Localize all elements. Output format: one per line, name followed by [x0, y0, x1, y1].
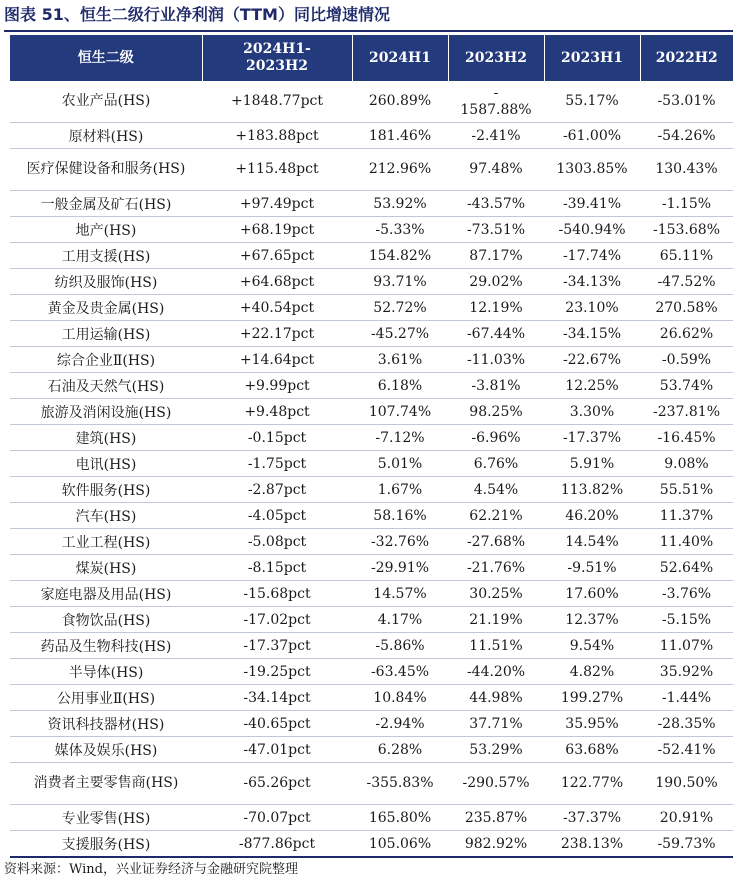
value-2024h1-cell: 5.01%: [352, 451, 448, 477]
industry-cell: 旅游及消闲设施(HS): [10, 399, 202, 425]
value-2024h1-cell: 1.67%: [352, 477, 448, 503]
value-2022h2-cell: -54.26%: [640, 123, 733, 149]
value-2022h2-cell: 52.64%: [640, 555, 733, 581]
table-row: [10, 581, 733, 607]
industry-cell: 原材料(HS): [10, 123, 202, 149]
value-2022h2-cell: -28.35%: [640, 711, 733, 737]
value-2022h2-cell: -16.45%: [640, 425, 733, 451]
table-row: [10, 633, 733, 659]
value-2022h2-cell: 65.11%: [640, 243, 733, 269]
value-2023h2-cell: 21.19%: [448, 607, 544, 633]
table-row: [10, 711, 733, 737]
value-2024h1-cell: 6.28%: [352, 737, 448, 763]
industry-cell: 软件服务(HS): [10, 477, 202, 503]
value-2022h2-cell: 130.43%: [640, 149, 733, 191]
value-2023h1-cell: 12.25%: [544, 373, 640, 399]
value-2023h2-cell: -73.51%: [448, 217, 544, 243]
change-cell: -17.02pct: [202, 607, 352, 633]
change-cell: -4.05pct: [202, 503, 352, 529]
value-2023h2-cell: 98.25%: [448, 399, 544, 425]
change-cell: -877.86pct: [202, 831, 352, 858]
value-2023h1-cell: 5.91%: [544, 451, 640, 477]
industry-cell: 煤炭(HS): [10, 555, 202, 581]
value-2024h1-cell: -7.12%: [352, 425, 448, 451]
table-row: [10, 503, 733, 529]
value-2023h2-cell: 12.19%: [448, 295, 544, 321]
table-row: [10, 321, 733, 347]
value-2023h1-cell: 1303.85%: [544, 149, 640, 191]
industry-cell: 综合企业Ⅱ(HS): [10, 347, 202, 373]
industry-cell: 电讯(HS): [10, 451, 202, 477]
value-2023h1-cell: 55.17%: [544, 81, 640, 123]
industry-cell: 支援服务(HS): [10, 831, 202, 858]
change-cell: -1.75pct: [202, 451, 352, 477]
value-2024h1-cell: -29.91%: [352, 555, 448, 581]
value-2024h1-cell: 181.46%: [352, 123, 448, 149]
industry-cell: 消费者主要零售商(HS): [10, 763, 202, 805]
table-row: [10, 243, 733, 269]
value-2024h1-cell: 154.82%: [352, 243, 448, 269]
table-row: [10, 269, 733, 295]
value-2022h2-cell: 9.08%: [640, 451, 733, 477]
value-2023h1-cell: 23.10%: [544, 295, 640, 321]
value-2022h2-cell: -5.15%: [640, 607, 733, 633]
value-2024h1-cell: -45.27%: [352, 321, 448, 347]
value-2023h1-cell: 46.20%: [544, 503, 640, 529]
figure-title: 图表 51、恒生二级行业净利润（TTM）同比增速情况: [4, 5, 390, 24]
value-2023h1-cell: 9.54%: [544, 633, 640, 659]
table-row: [10, 425, 733, 451]
table-row: [10, 607, 733, 633]
industry-cell: 农业产品(HS): [10, 81, 202, 123]
industry-cell: 公用事业Ⅱ(HS): [10, 685, 202, 711]
change-cell: -34.14pct: [202, 685, 352, 711]
value-2022h2-cell: 11.07%: [640, 633, 733, 659]
industry-cell: 建筑(HS): [10, 425, 202, 451]
value-2023h2-cell: 6.76%: [448, 451, 544, 477]
change-cell: +115.48pct: [202, 149, 352, 191]
industry-cell: 石油及天然气(HS): [10, 373, 202, 399]
change-cell: +68.19pct: [202, 217, 352, 243]
value-2024h1-cell: 3.61%: [352, 347, 448, 373]
table-row: [10, 123, 733, 149]
industry-cell: 纺织及服饰(HS): [10, 269, 202, 295]
value-2024h1-cell: 165.80%: [352, 805, 448, 831]
industry-cell: 专业零售(HS): [10, 805, 202, 831]
table-row: [10, 191, 733, 217]
value-2023h2-cell: -67.44%: [448, 321, 544, 347]
value-2023h1-cell: 122.77%: [544, 763, 640, 805]
value-2023h2-cell: 53.29%: [448, 737, 544, 763]
value-2023h2-cell: 11.51%: [448, 633, 544, 659]
value-2023h1-cell: 238.13%: [544, 831, 640, 858]
value-2023h1-cell: -540.94%: [544, 217, 640, 243]
value-2024h1-cell: 10.84%: [352, 685, 448, 711]
value-2023h1-cell: -22.67%: [544, 347, 640, 373]
change-cell: +183.88pct: [202, 123, 352, 149]
change-cell: -15.68pct: [202, 581, 352, 607]
value-2022h2-cell: 20.91%: [640, 805, 733, 831]
table-row: [10, 81, 733, 123]
table-row: [10, 831, 733, 858]
change-cell: -17.37pct: [202, 633, 352, 659]
table-row: [10, 399, 733, 425]
change-cell: +97.49pct: [202, 191, 352, 217]
value-2023h2-cell: 62.21%: [448, 503, 544, 529]
value-2023h2-cell: 37.71%: [448, 711, 544, 737]
table-row: [10, 555, 733, 581]
title-rule: [4, 30, 733, 32]
industry-cell: 地产(HS): [10, 217, 202, 243]
change-cell: +40.54pct: [202, 295, 352, 321]
table-row: [10, 451, 733, 477]
change-cell: +14.64pct: [202, 347, 352, 373]
table-row: [10, 805, 733, 831]
change-cell: +1848.77pct: [202, 81, 352, 123]
value-2023h2-cell: 982.92%: [448, 831, 544, 858]
value-2024h1-cell: 58.16%: [352, 503, 448, 529]
value-2023h2-cell: -44.20%: [448, 659, 544, 685]
header-2022h2: 2022H2: [640, 35, 733, 81]
value-2024h1-cell: -5.33%: [352, 217, 448, 243]
value-2022h2-cell: -3.76%: [640, 581, 733, 607]
value-2024h1-cell: -32.76%: [352, 529, 448, 555]
header-2023h2: 2023H2: [448, 35, 544, 81]
value-2024h1-cell: -355.83%: [352, 763, 448, 805]
value-2023h2-cell: -290.57%: [448, 763, 544, 805]
header-industry: 恒生二级: [10, 35, 202, 81]
value-2023h1-cell: 199.27%: [544, 685, 640, 711]
value-2023h1-cell: -17.37%: [544, 425, 640, 451]
value-2024h1-cell: 4.17%: [352, 607, 448, 633]
value-2022h2-cell: 55.51%: [640, 477, 733, 503]
value-2022h2-cell: -59.73%: [640, 831, 733, 858]
value-2023h2-cell: -6.96%: [448, 425, 544, 451]
table-row: [10, 217, 733, 243]
header-2024h1: 2024H1: [352, 35, 448, 81]
value-2022h2-cell: -0.59%: [640, 347, 733, 373]
value-2022h2-cell: 190.50%: [640, 763, 733, 805]
value-2023h1-cell: -34.13%: [544, 269, 640, 295]
table-row: [10, 149, 733, 191]
value-2022h2-cell: 53.74%: [640, 373, 733, 399]
value-2024h1-cell: 107.74%: [352, 399, 448, 425]
industry-cell: 一般金属及矿石(HS): [10, 191, 202, 217]
value-2023h2-cell: - 1587.88%: [448, 81, 544, 123]
change-cell: -70.07pct: [202, 805, 352, 831]
value-2023h2-cell: 44.98%: [448, 685, 544, 711]
value-2023h1-cell: 63.68%: [544, 737, 640, 763]
change-cell: -2.87pct: [202, 477, 352, 503]
value-2022h2-cell: 26.62%: [640, 321, 733, 347]
value-2022h2-cell: 11.40%: [640, 529, 733, 555]
change-cell: +67.65pct: [202, 243, 352, 269]
value-2023h2-cell: -27.68%: [448, 529, 544, 555]
value-2024h1-cell: 212.96%: [352, 149, 448, 191]
value-2023h2-cell: -2.41%: [448, 123, 544, 149]
change-cell: -0.15pct: [202, 425, 352, 451]
industry-cell: 黄金及贵金属(HS): [10, 295, 202, 321]
value-2022h2-cell: 35.92%: [640, 659, 733, 685]
table-row: [10, 347, 733, 373]
value-2024h1-cell: 105.06%: [352, 831, 448, 858]
value-2023h1-cell: -34.15%: [544, 321, 640, 347]
table-row: [10, 529, 733, 555]
value-2024h1-cell: 93.71%: [352, 269, 448, 295]
value-2023h2-cell: 87.17%: [448, 243, 544, 269]
value-2023h2-cell: -21.76%: [448, 555, 544, 581]
table-row: [10, 295, 733, 321]
value-2022h2-cell: -47.52%: [640, 269, 733, 295]
value-2022h2-cell: 11.37%: [640, 503, 733, 529]
value-2023h1-cell: 113.82%: [544, 477, 640, 503]
value-2024h1-cell: 14.57%: [352, 581, 448, 607]
industry-cell: 资讯科技器材(HS): [10, 711, 202, 737]
header-row: [10, 35, 733, 81]
table-row: [10, 373, 733, 399]
value-2024h1-cell: -5.86%: [352, 633, 448, 659]
value-2023h1-cell: 17.60%: [544, 581, 640, 607]
change-cell: +22.17pct: [202, 321, 352, 347]
change-cell: -40.65pct: [202, 711, 352, 737]
value-2023h2-cell: -3.81%: [448, 373, 544, 399]
industry-cell: 食物饮品(HS): [10, 607, 202, 633]
value-2022h2-cell: -52.41%: [640, 737, 733, 763]
header-change: 2024H1- 2023H2: [202, 35, 352, 81]
industry-cell: 工用运输(HS): [10, 321, 202, 347]
industry-cell: 家庭电器及用品(HS): [10, 581, 202, 607]
value-2023h1-cell: 12.37%: [544, 607, 640, 633]
industry-cell: 工用支援(HS): [10, 243, 202, 269]
value-2023h1-cell: -37.37%: [544, 805, 640, 831]
value-2024h1-cell: 52.72%: [352, 295, 448, 321]
value-2022h2-cell: -53.01%: [640, 81, 733, 123]
value-2023h1-cell: 3.30%: [544, 399, 640, 425]
value-2022h2-cell: -1.15%: [640, 191, 733, 217]
value-2023h1-cell: 4.82%: [544, 659, 640, 685]
value-2023h1-cell: -17.74%: [544, 243, 640, 269]
value-2023h2-cell: 4.54%: [448, 477, 544, 503]
change-cell: -5.08pct: [202, 529, 352, 555]
value-2023h2-cell: 29.02%: [448, 269, 544, 295]
table-row: [10, 659, 733, 685]
value-2023h1-cell: -61.00%: [544, 123, 640, 149]
value-2024h1-cell: 6.18%: [352, 373, 448, 399]
value-2023h1-cell: 35.95%: [544, 711, 640, 737]
source-note: 资料来源：Wind，兴业证券经济与金融研究院整理: [4, 862, 298, 877]
industry-cell: 药品及生物科技(HS): [10, 633, 202, 659]
industry-cell: 工业工程(HS): [10, 529, 202, 555]
change-cell: -19.25pct: [202, 659, 352, 685]
industry-cell: 医疗保健设备和服务(HS): [10, 149, 202, 191]
value-2023h2-cell: -11.03%: [448, 347, 544, 373]
value-2023h2-cell: -43.57%: [448, 191, 544, 217]
table-row: [10, 685, 733, 711]
value-2022h2-cell: -1.44%: [640, 685, 733, 711]
value-2022h2-cell: -237.81%: [640, 399, 733, 425]
table-row: [10, 763, 733, 805]
value-2024h1-cell: -63.45%: [352, 659, 448, 685]
value-2022h2-cell: 270.58%: [640, 295, 733, 321]
value-2023h1-cell: -39.41%: [544, 191, 640, 217]
value-2024h1-cell: -2.94%: [352, 711, 448, 737]
industry-cell: 半导体(HS): [10, 659, 202, 685]
change-cell: +64.68pct: [202, 269, 352, 295]
change-cell: -65.26pct: [202, 763, 352, 805]
value-2023h2-cell: 97.48%: [448, 149, 544, 191]
change-cell: -8.15pct: [202, 555, 352, 581]
industry-cell: 汽车(HS): [10, 503, 202, 529]
value-2023h1-cell: -9.51%: [544, 555, 640, 581]
table-row: [10, 737, 733, 763]
change-cell: +9.99pct: [202, 373, 352, 399]
industry-cell: 媒体及娱乐(HS): [10, 737, 202, 763]
value-2023h1-cell: 14.54%: [544, 529, 640, 555]
change-cell: +9.48pct: [202, 399, 352, 425]
value-2022h2-cell: -153.68%: [640, 217, 733, 243]
value-2023h2-cell: 235.87%: [448, 805, 544, 831]
table-row: [10, 477, 733, 503]
value-2024h1-cell: 53.92%: [352, 191, 448, 217]
growth-table: [10, 35, 733, 858]
header-2023h1: 2023H1: [544, 35, 640, 81]
value-2024h1-cell: 260.89%: [352, 81, 448, 123]
change-cell: -47.01pct: [202, 737, 352, 763]
value-2023h2-cell: 30.25%: [448, 581, 544, 607]
